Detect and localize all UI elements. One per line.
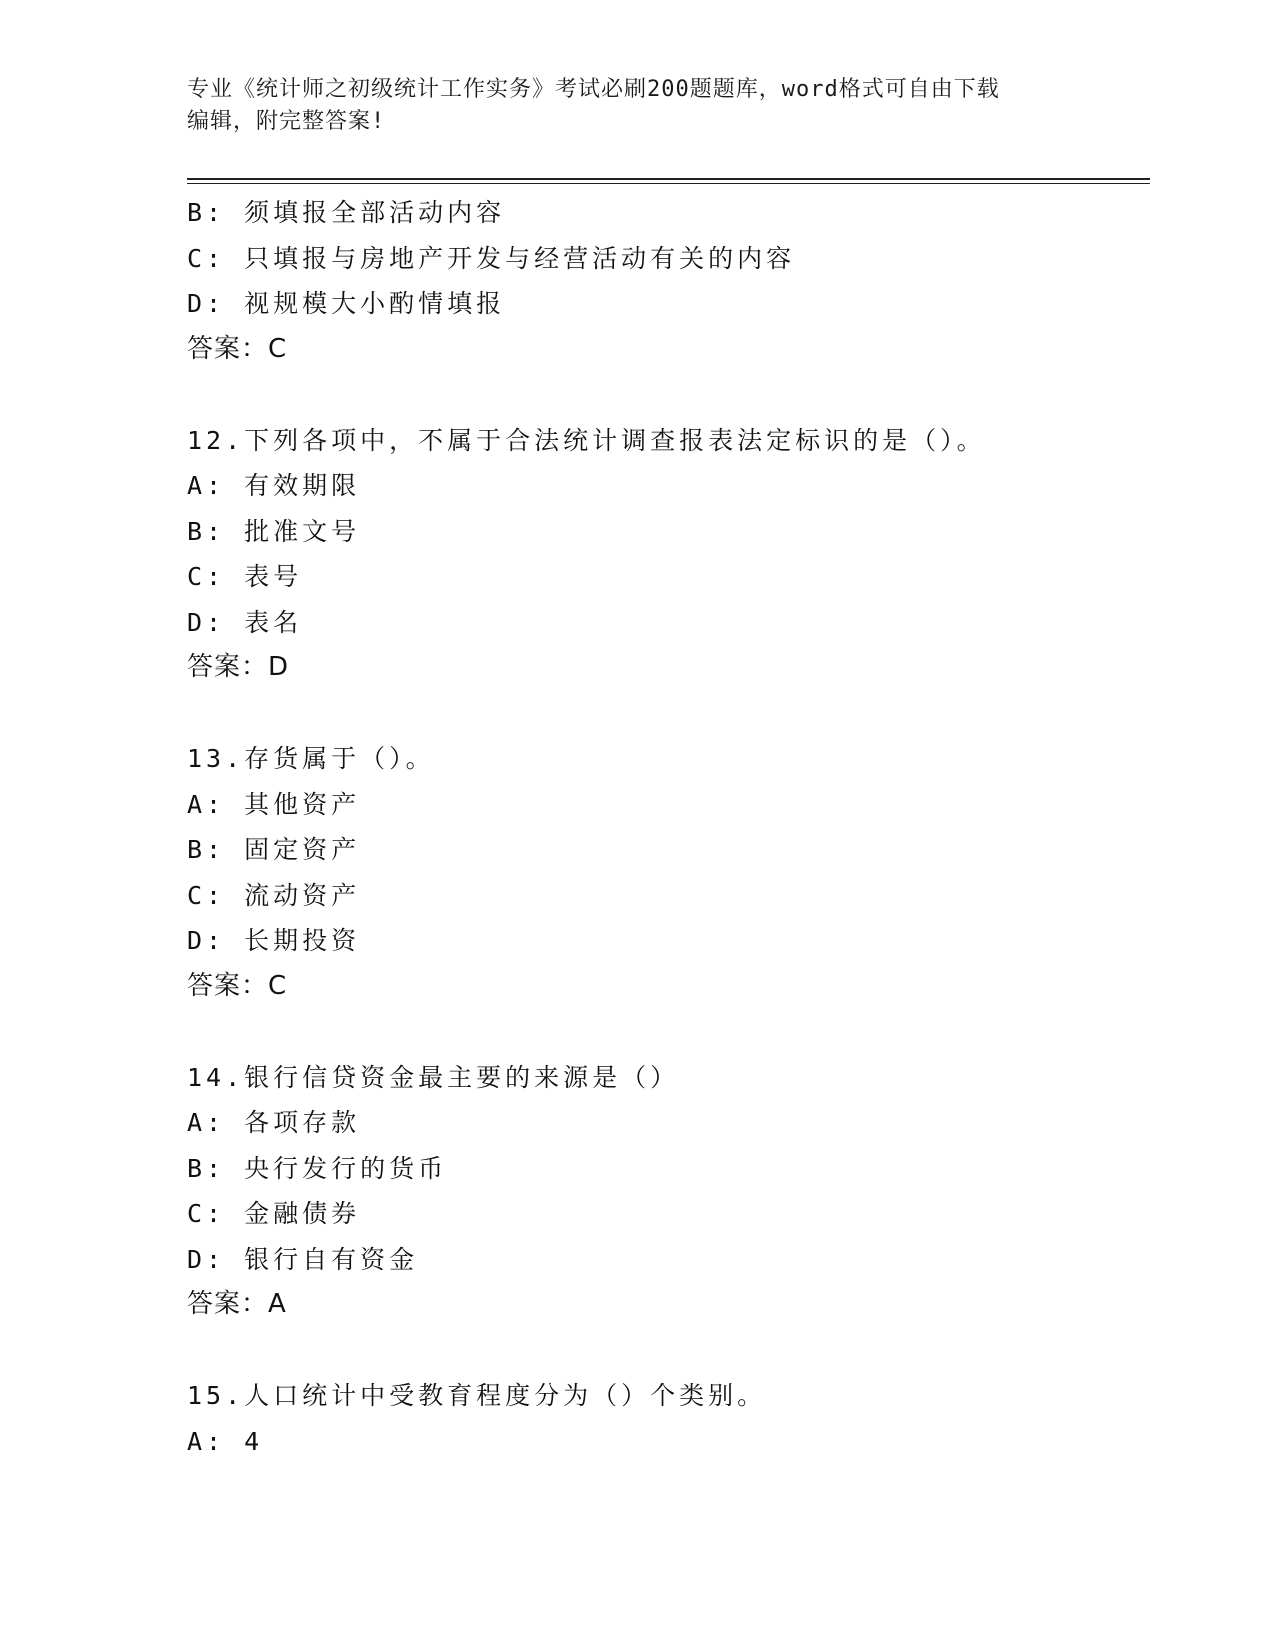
option-d: D: 视规模大小酌情填报 xyxy=(187,289,506,318)
header-line-2: 编辑，附完整答案! xyxy=(187,109,386,134)
header-line-1: 专业《统计师之初级统计工作实务》考试必刷200题题库，word格式可自由下载 xyxy=(187,77,1000,102)
option-b: B: 央行发行的货币 xyxy=(187,1153,448,1183)
question-stem: 15.人口统计中受教育程度分为（）个类别。 xyxy=(187,1381,767,1410)
option-a: A: 有效期限 xyxy=(187,471,361,500)
option-a: A: 各项存款 xyxy=(187,1108,361,1137)
option-c: C: 表号 xyxy=(187,562,303,591)
question-13 xyxy=(187,736,1147,1009)
option-c: C: 流动资产 xyxy=(187,880,361,910)
header-rule-thick xyxy=(187,178,1150,180)
option-b: B: 批准文号 xyxy=(187,516,361,546)
option-d: D: 表名 xyxy=(187,607,303,637)
answer: 答案：D xyxy=(187,652,290,682)
question-15 xyxy=(187,1373,1147,1464)
question-stem: 12.下列各项中，不属于合法统计调查报表法定标识的是（）。 xyxy=(187,425,986,455)
option-a: A: 4 xyxy=(187,1426,264,1456)
question-14 xyxy=(187,1055,1147,1328)
header-rule-thin xyxy=(187,183,1150,184)
question-11-tail xyxy=(187,190,1147,372)
question-12 xyxy=(187,418,1147,691)
option-b: B: 固定资产 xyxy=(187,835,361,864)
option-c: C: 金融债券 xyxy=(187,1199,361,1228)
document-header xyxy=(187,74,1087,138)
option-b: B: 须填报全部活动内容 xyxy=(187,198,506,227)
option-a: A: 其他资产 xyxy=(187,789,361,819)
option-d: D: 银行自有资金 xyxy=(187,1244,419,1274)
question-list xyxy=(187,190,1147,1464)
option-d: D: 长期投资 xyxy=(187,926,361,955)
answer: 答案：C xyxy=(187,970,288,1001)
question-stem: 14.银行信贷资金最主要的来源是（） xyxy=(187,1062,680,1092)
option-c: C: 只填报与房地产开发与经营活动有关的内容 xyxy=(187,243,796,273)
answer: 答案：C xyxy=(187,333,288,364)
answer: 答案：A xyxy=(187,1289,287,1319)
question-stem: 13.存货属于（）。 xyxy=(187,744,435,773)
